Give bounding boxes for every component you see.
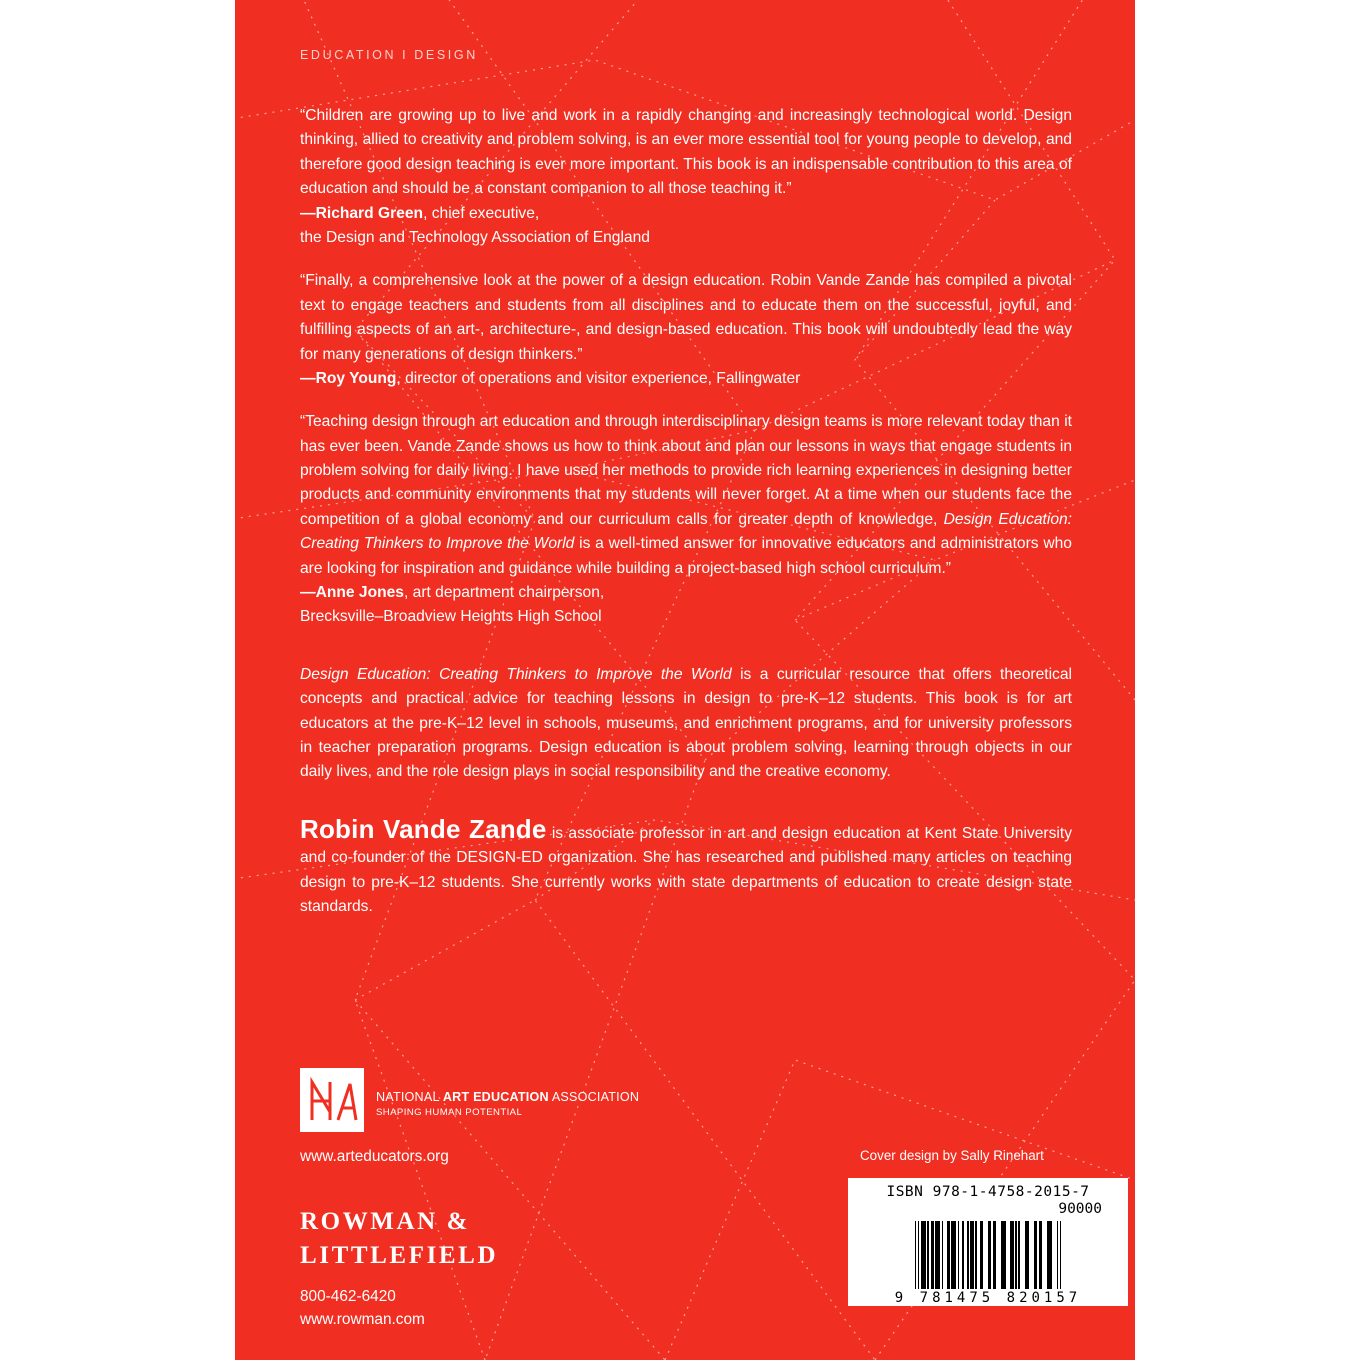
blurb-3-quote-part2: is a well-timed answer for innovative educators and administrators who are looking for inspiration and guidance while building a project-based high school curriculum.” — [300, 535, 1072, 577]
blurb-3-quote — [300, 410, 1072, 581]
book-description — [300, 663, 1072, 785]
blurb-2-attrib-name: —Roy Young — [300, 369, 397, 387]
book-cover — [235, 0, 1135, 1360]
blurb-1-attrib-line2: the Design and Technology Association of England — [300, 228, 650, 246]
naea-website-url[interactable]: www.arteducators.org — [300, 1148, 449, 1165]
publisher-phone: 800-462-6420 — [300, 1288, 396, 1305]
blurb-1-attribution — [300, 202, 1072, 251]
blurb-3-attrib-name: —Anne Jones — [300, 584, 404, 602]
barcode-bars — [856, 1221, 1120, 1289]
barcode-bar — [1060, 1221, 1062, 1289]
category-kicker: EDUCATION I DESIGN — [300, 48, 478, 62]
publisher-block — [300, 1205, 498, 1331]
blurb-1-attrib-name: —Richard Green — [300, 204, 424, 222]
blurb-3-attrib-rest: , art department chairperson, — [403, 584, 605, 602]
naea-tagline: SHAPING HUMAN POTENTIAL — [376, 1107, 523, 1118]
ean-digits-text: 9 781475 820157 — [894, 1290, 1082, 1306]
blurb-2-attrib-rest: , director of operations and visitor experience, Fallingwater — [396, 369, 801, 387]
description-book-title: Design Education: Creating Thinkers to Improve the World — [300, 665, 732, 683]
author-name: Robin Vande Zande — [300, 813, 547, 844]
blurb-3-quote-part1: “Teaching design through art education and through interdisciplinary design teams is more relevant today than it has ever been. Vande Zande shows us how to think about and plan our lessons in ways that engage students in problem solving for daily living. I have used her methods to provide rich learning experiences in designing better products and community environments that my students will never forget. At a time when our students face the competition of a global economy and our curriculum calls for greater depth of knowledge, — [300, 413, 1072, 528]
publisher-website-url[interactable]: www.rowman.com — [300, 1311, 425, 1329]
blurb-2-quote: “Finally, a comprehensive look at the power of a design education. Robin Vande Zande has compiled a pivotal text to engage teachers and students from all disciplines and to educate them on the successful, joyful, and fulfilling aspects of an art-, architecture-, and design-based education. This book will undoubtedly lead the way for many generations of design thinkers.” — [300, 272, 1072, 363]
blurb-3-attrib-line2: Brecksville–Broadview Heights High School — [300, 608, 602, 626]
blurb-1-attrib-rest: , chief executive, — [423, 204, 540, 222]
blurb-3-book-title: Design Education: Creating Thinkers to Improve the World — [300, 510, 1073, 553]
blurb-3-attribution — [300, 581, 1072, 630]
author-bio — [300, 815, 1072, 920]
author-bio-text: is associate professor in art and design education at Kent State University and co-founder of the DESIGN-ED organization. She has researched and published many articles on teaching design to pre-K–12 students. She currently works with state departments of education to create design state standards. — [300, 824, 1072, 915]
publisher-name-line1: ROWMAN & — [300, 1208, 471, 1235]
naea-line1-prefix: NATIONAL — [376, 1090, 443, 1104]
naea-mark-icon — [300, 1068, 364, 1132]
cover-content — [300, 0, 1102, 1360]
blurb-3 — [300, 410, 1072, 630]
naea-line1-suffix: ASSOCIATION — [548, 1090, 640, 1104]
blurb-1-quote: “Children are growing up to live and work in a rapidly changing and increasingly technological world. Design thinking, allied to creativity and problem solving, is an ever more essential tool for young people to develop, and therefore good design teaching is ever more important. This book is an indispensable contribution to this area of education and should be a constant companion to all those teaching it.” — [300, 107, 1072, 198]
description-text: is a curricular resource that offers theoretical concepts and practical advice for teaching lessons in design to pre-K–12 students. This book is for art educators at the pre-K–12 level in schools, museums, and enrichment programs, and for university professors in teacher preparation programs. Design education is about problem solving, learning through objects in our daily lives, and the role design plays in social responsibility and the creative economy. — [300, 665, 1072, 781]
naea-line1-bold: ART EDUCATION — [442, 1090, 549, 1104]
blurbs-section — [300, 104, 1072, 919]
blurb-2-attribution — [300, 367, 1072, 391]
isbn-text: ISBN 978-1-4758-2015-7 — [886, 1184, 1090, 1200]
naea-logo-block — [300, 1068, 639, 1132]
naea-logo-text — [376, 1068, 639, 1118]
publisher-name-line2: LITTLEFIELD — [300, 1242, 499, 1269]
barcode-block — [848, 1178, 1128, 1306]
blurb-2 — [300, 269, 1072, 391]
cover-design-credit: Cover design by Sally Rinehart — [860, 1148, 1044, 1163]
price-code-text: 90000 — [1058, 1201, 1102, 1217]
blurb-1 — [300, 104, 1072, 250]
